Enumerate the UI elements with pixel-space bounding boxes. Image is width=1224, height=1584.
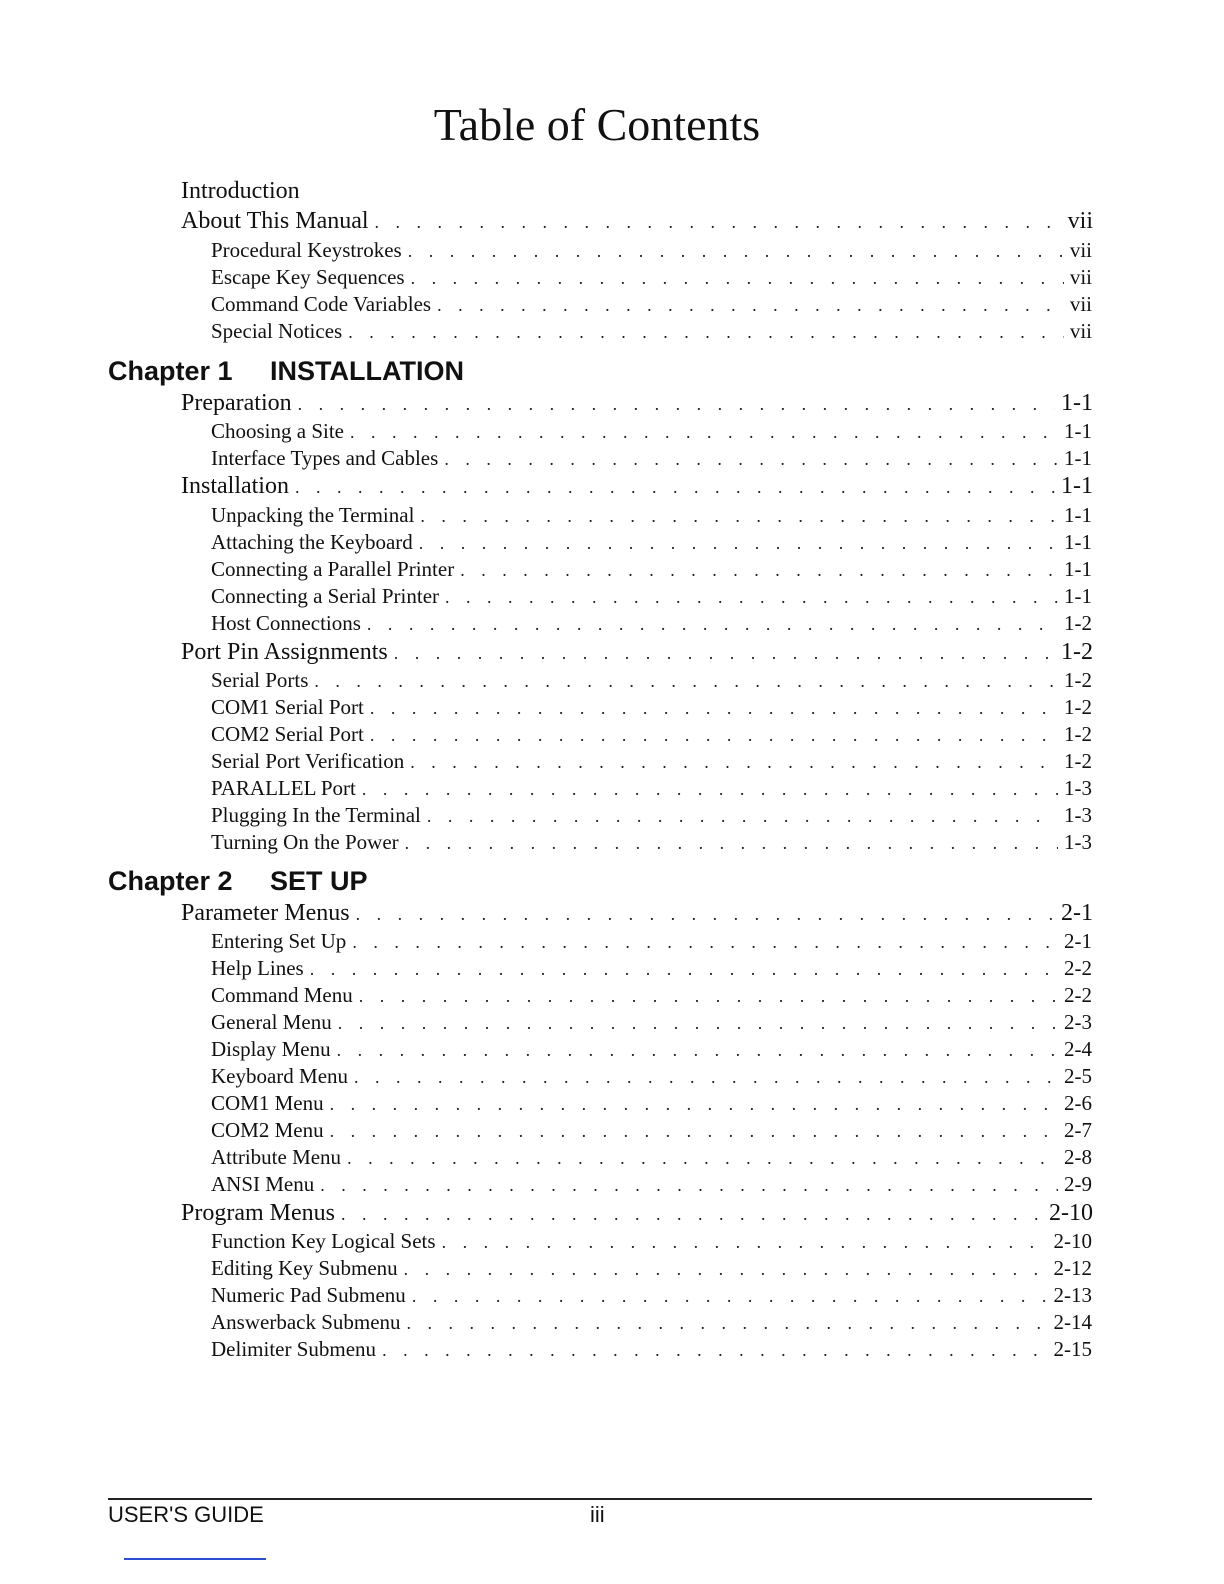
toc-entry-label: General Menu: [211, 1010, 332, 1034]
leader-dots: [295, 477, 1055, 498]
toc-entry-page: 2-2: [1064, 956, 1092, 980]
toc-entry-page: vii: [1069, 319, 1092, 343]
toc-entry-page: 2-6: [1064, 1091, 1092, 1115]
toc-entry-page: 1-1: [1061, 390, 1093, 416]
toc-entry-page: 2-13: [1053, 1283, 1092, 1307]
leader-dots: [404, 1259, 1048, 1280]
toc-entry-page: 2-5: [1064, 1064, 1092, 1088]
toc-entry-page: 2-4: [1064, 1037, 1092, 1061]
toc-entry[interactable]: [211, 1091, 1092, 1116]
toc-entry[interactable]: [211, 1118, 1092, 1143]
toc-entry[interactable]: [211, 503, 1092, 528]
toc-entry-label: Delimiter Submenu: [211, 1337, 377, 1361]
toc-entry[interactable]: [211, 1310, 1092, 1335]
leader-dots: [330, 1121, 1058, 1142]
toc-entry-page: 1-2: [1061, 639, 1093, 665]
toc-entry[interactable]: [181, 900, 1093, 927]
toc-entry[interactable]: [211, 530, 1092, 555]
toc-entry-label: ANSI Menu: [211, 1172, 315, 1196]
toc-entry-page: 1-1: [1064, 419, 1092, 443]
toc-entry-label: Installation: [181, 473, 289, 499]
toc-entry[interactable]: [211, 446, 1092, 471]
leader-dots: [367, 614, 1058, 635]
toc-entry-page: 2-7: [1064, 1118, 1092, 1142]
leader-dots: [407, 1313, 1048, 1334]
leader-dots: [427, 806, 1058, 827]
toc-entry-label: Program Menus: [181, 1200, 335, 1226]
leader-dots: [350, 422, 1058, 443]
leader-dots: [370, 698, 1058, 719]
toc-entry[interactable]: [211, 695, 1092, 720]
leader-dots: [445, 587, 1058, 608]
toc-entry-label: Connecting a Serial Printer: [211, 584, 440, 608]
toc-entry-page: 1-1: [1061, 473, 1093, 499]
leader-dots: [359, 986, 1058, 1007]
toc-entry-page: 1-1: [1064, 446, 1092, 470]
toc-entry-page: 2-8: [1064, 1145, 1092, 1169]
footer-page-number: iii: [590, 1502, 605, 1527]
chapter-2-heading[interactable]: [108, 866, 368, 897]
toc-entry[interactable]: [211, 557, 1092, 582]
toc-entry-label: Parameter Menus: [181, 900, 350, 926]
toc-entry-label: Choosing a Site: [211, 419, 345, 443]
chapter-number: Chapter 1: [108, 356, 233, 386]
toc-entry[interactable]: [211, 1256, 1092, 1281]
toc-entry[interactable]: [211, 830, 1092, 855]
toc-entry-label: Help Lines: [211, 956, 304, 980]
leader-dots: [394, 643, 1055, 664]
leader-dots: [370, 725, 1058, 746]
toc-entry-page: 2-1: [1064, 929, 1092, 953]
toc-entry-label: Answerback Submenu: [211, 1310, 401, 1334]
leader-dots: [298, 394, 1055, 415]
toc-entry-label: Attaching the Keyboard: [211, 530, 413, 554]
chapter-number: Chapter 2: [108, 866, 233, 896]
leader-dots: [405, 833, 1058, 854]
toc-entry-page: 1-2: [1064, 695, 1092, 719]
toc-entry-label: Escape Key Sequences: [211, 265, 405, 289]
toc-entry-page: 2-12: [1053, 1256, 1092, 1280]
toc-entry-label: Function Key Logical Sets: [211, 1229, 436, 1253]
toc-entry-label: Interface Types and Cables: [211, 446, 439, 470]
toc-entry[interactable]: [211, 1283, 1092, 1308]
toc-entry-label: COM2 Serial Port: [211, 722, 364, 746]
toc-entry-label: Keyboard Menu: [211, 1064, 349, 1088]
toc-entry[interactable]: [211, 611, 1092, 636]
toc-entry[interactable]: [181, 473, 1093, 500]
leader-dots: [356, 904, 1055, 925]
toc-entry-page: vii: [1069, 238, 1092, 262]
toc-entry-page: 1-1: [1064, 584, 1092, 608]
intro-heading-label: Introduction: [181, 178, 300, 204]
toc-entry[interactable]: [211, 803, 1092, 828]
toc-entry-page: vii: [1069, 265, 1092, 289]
leader-dots: [412, 1286, 1048, 1307]
toc-entry-page: 2-2: [1064, 983, 1092, 1007]
intro-heading: [181, 178, 1093, 205]
toc-entry[interactable]: [181, 390, 1093, 417]
footer-guide-label: USER'S GUIDE: [108, 1502, 264, 1527]
toc-entry-page: 1-3: [1064, 776, 1092, 800]
toc-entry-page: 2-3: [1064, 1010, 1092, 1034]
toc-entry[interactable]: [181, 208, 1093, 235]
leader-dots: [362, 779, 1058, 800]
leader-dots: [437, 295, 1064, 316]
toc-entry[interactable]: [211, 419, 1092, 444]
toc-entry-label: COM1 Serial Port: [211, 695, 364, 719]
leader-dots: [382, 1340, 1047, 1361]
page-title: Table of Contents: [433, 99, 761, 150]
toc-entry[interactable]: [211, 722, 1092, 747]
toc-entry-page: 2-10: [1053, 1229, 1092, 1253]
toc-entry[interactable]: [211, 956, 1092, 981]
toc-entry[interactable]: [211, 238, 1092, 263]
toc-entry-label: Entering Set Up: [211, 929, 347, 953]
toc-entry[interactable]: [211, 983, 1092, 1008]
footer-rule: [108, 1498, 1092, 1500]
toc-entry-page: 1-3: [1064, 830, 1092, 854]
toc-entry-label: Special Notices: [211, 319, 343, 343]
toc-entry-page: 2-15: [1053, 1337, 1092, 1361]
leader-dots: [410, 752, 1058, 773]
toc-entry-page: 1-1: [1064, 530, 1092, 554]
toc-entry[interactable]: [211, 1172, 1092, 1197]
toc-entry-page: 1-1: [1064, 557, 1092, 581]
toc-entry-page: 2-9: [1064, 1172, 1092, 1196]
toc-entry-label: Connecting a Parallel Printer: [211, 557, 455, 581]
toc-entry-page: 2-1: [1061, 900, 1093, 926]
toc-entry[interactable]: [211, 265, 1092, 290]
leader-dots: [420, 506, 1058, 527]
leader-dots: [347, 1148, 1058, 1169]
toc-entry-label: Serial Port Verification: [211, 749, 405, 773]
chapter-1-heading[interactable]: [108, 356, 464, 387]
toc-entry-page: 1-1: [1064, 503, 1092, 527]
leader-dots: [310, 959, 1058, 980]
toc-entry-page: 1-2: [1064, 749, 1092, 773]
toc-entry-label: Port Pin Assignments: [181, 639, 388, 665]
toc-entry-label: About This Manual: [181, 208, 369, 234]
toc-entry[interactable]: [211, 319, 1092, 344]
leader-dots: [320, 1175, 1058, 1196]
chapter-title: INSTALLATION: [270, 356, 464, 386]
toc-entry[interactable]: [181, 1200, 1093, 1227]
toc-entry-page: 1-3: [1064, 803, 1092, 827]
toc-entry-label: Numeric Pad Submenu: [211, 1283, 406, 1307]
toc-entry[interactable]: [211, 1010, 1092, 1035]
toc-entry-page: vii: [1067, 208, 1093, 234]
leader-dots: [411, 268, 1064, 289]
toc-entry-label: COM1 Menu: [211, 1091, 324, 1115]
toc-entry[interactable]: [211, 749, 1092, 774]
toc-entry[interactable]: [211, 292, 1092, 317]
toc-entry-page: 1-2: [1064, 668, 1092, 692]
leader-dots: [348, 322, 1064, 343]
chapter-title: SET UP: [270, 866, 368, 896]
leader-dots: [330, 1094, 1058, 1115]
toc-entry[interactable]: [211, 776, 1092, 801]
toc-entry-label: Host Connections: [211, 611, 361, 635]
leader-dots: [444, 449, 1058, 470]
toc-entry-label: COM2 Menu: [211, 1118, 324, 1142]
leader-dots: [460, 560, 1058, 581]
toc-entry[interactable]: [211, 1064, 1092, 1089]
toc-entry-label: Unpacking the Terminal: [211, 503, 415, 527]
toc-entry-label: Preparation: [181, 390, 292, 416]
toc-entry-page: 1-2: [1064, 722, 1092, 746]
leader-dots: [337, 1040, 1058, 1061]
leader-dots: [338, 1013, 1058, 1034]
toc-entry[interactable]: [211, 1145, 1092, 1170]
leader-dots: [375, 212, 1062, 233]
toc-entry-page: 2-10: [1049, 1200, 1093, 1226]
leader-dots: [419, 533, 1058, 554]
toc-entry[interactable]: [211, 668, 1092, 693]
toc-entry[interactable]: [211, 1037, 1092, 1062]
toc-entry[interactable]: [181, 639, 1093, 666]
leader-dots: [314, 671, 1058, 692]
accent-underline: [124, 1558, 266, 1560]
toc-entry-label: Attribute Menu: [211, 1145, 342, 1169]
toc-entry-label: Command Code Variables: [211, 292, 432, 316]
toc-entry[interactable]: [211, 1229, 1092, 1254]
toc-entry[interactable]: [211, 929, 1092, 954]
toc-entry[interactable]: [211, 584, 1092, 609]
leader-dots: [352, 932, 1058, 953]
toc-entry-label: Serial Ports: [211, 668, 309, 692]
leader-dots: [341, 1204, 1043, 1225]
leader-dots: [442, 1232, 1048, 1253]
toc-entry-page: 2-14: [1053, 1310, 1092, 1334]
toc-entry-label: Command Menu: [211, 983, 353, 1007]
toc-entry-label: Editing Key Submenu: [211, 1256, 398, 1280]
toc-entry-page: vii: [1069, 292, 1092, 316]
toc-entry-label: Plugging In the Terminal: [211, 803, 421, 827]
leader-dots: [354, 1067, 1058, 1088]
toc-entry-label: Display Menu: [211, 1037, 331, 1061]
leader-dots: [408, 241, 1064, 262]
toc-entry-label: Turning On the Power: [211, 830, 399, 854]
toc-entry-label: Procedural Keystrokes: [211, 238, 402, 262]
toc-entry-label: PARALLEL Port: [211, 776, 356, 800]
toc-entry-page: 1-2: [1064, 611, 1092, 635]
toc-entry[interactable]: [211, 1337, 1092, 1362]
